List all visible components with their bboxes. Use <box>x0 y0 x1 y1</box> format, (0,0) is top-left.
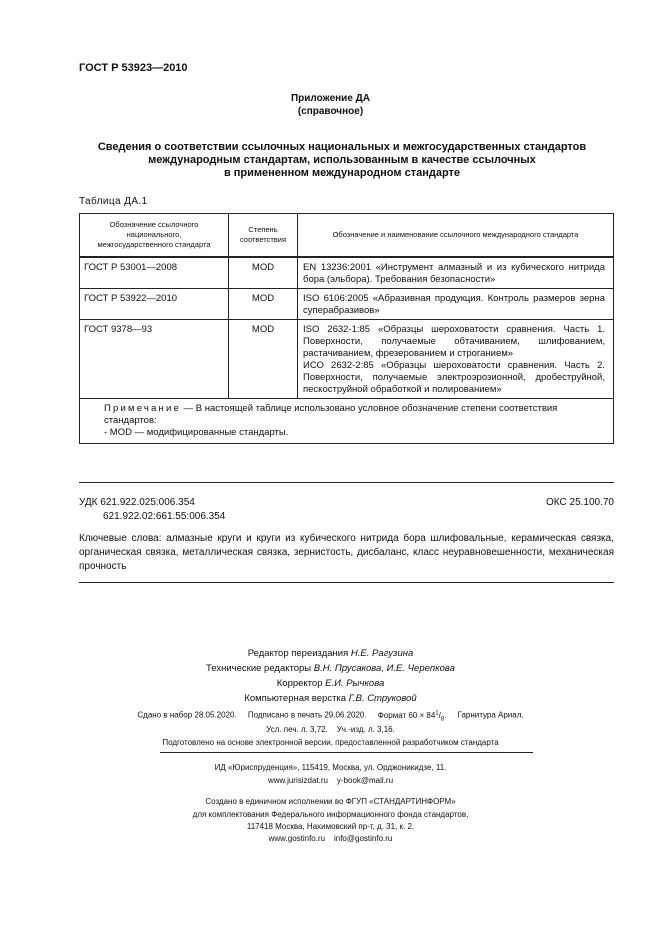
producer-line-3: 117418 Москва, Нахимовский пр-т, д. 31, к. 2. <box>246 822 415 831</box>
publisher-line-1: ИД «Юриспруденция», 115419, Москва, ул. Орджоникидзе, 11. <box>214 763 447 772</box>
standards-correspondence-table <box>79 213 614 444</box>
credit-role: Редактор переиздания <box>247 648 349 659</box>
cell-international-name: EN 13236:2001 «Инструмент алмазный и из кубического нитрида бора (эльбора). Требования безопасности» <box>298 257 614 289</box>
section-divider <box>79 582 614 583</box>
annex-main-title <box>85 141 599 180</box>
table-note-row <box>80 399 614 444</box>
main-title-line-1: Сведения о соответствии ссылочных национальных и межгосударственных стандартов <box>97 141 587 153</box>
annex-title: Приложение ДА <box>290 93 371 104</box>
cell-international-name: ISO 6106:2005 «Абразивная продукция. Контроль размеров зерна суперабразивов» <box>298 289 614 320</box>
header-international-standard: Обозначение и наименование ссылочного международного стандарта <box>298 214 614 258</box>
producer-line-1: Создано в единичном исполнении во ФГУП «СТАНДАРТИНФОРМ» <box>205 797 456 806</box>
credit-role: Компьютерная верстка <box>244 693 347 704</box>
note-text: — В настоящей таблице использовано условное обозначение степени соответствия стандартов: <box>104 403 558 426</box>
credit-editor <box>0 648 661 659</box>
udk-code-2: 621.922.02:661.55:006.354 <box>103 511 226 522</box>
credit-layout <box>0 693 661 704</box>
credit-role: Технические редакторы <box>206 663 312 674</box>
credit-corrector <box>0 678 661 689</box>
section-divider <box>160 752 533 753</box>
cell-degree: MOD <box>229 320 298 399</box>
main-title-line-3: в примененном международном стандарте <box>223 167 461 179</box>
table-row <box>80 320 614 399</box>
credit-name: Н.Е. Рагузина <box>350 648 414 659</box>
cell-degree: MOD <box>229 257 298 289</box>
table-header-row <box>80 214 614 258</box>
international-name-part-2: ИСО 2632-2:85 «Образцы шероховатости сравнения. Часть 2. Поверхности, получаемые электроэрозионной, дробеструйной, пескоструйной обработкой и полированием» <box>303 360 605 395</box>
oks-code: ОКС 25.100.70 <box>546 497 614 508</box>
table-label: Таблица ДА.1 <box>79 196 148 207</box>
section-divider <box>79 482 614 483</box>
cell-degree: MOD <box>229 289 298 320</box>
print-sent-date: Сдано в набор 28.05.2020. <box>137 710 237 720</box>
annex-heading <box>0 92 661 118</box>
keywords: Ключевые слова: алмазные круги и круги из кубического нитрида бора шлифовальные, керамическая связка, органическая связка, металлическая связка, зернистость, дисбаланс, класс неуравновешенности, механическая прочность <box>79 533 614 572</box>
table-row <box>80 289 614 320</box>
cell-national-code: ГОСТ Р 53922—2010 <box>80 289 229 320</box>
table-note <box>80 399 614 444</box>
annex-subtitle: (справочное) <box>297 106 364 117</box>
cell-national-code: ГОСТ 9378—93 <box>80 320 229 399</box>
print-info-line-1 <box>0 710 661 722</box>
print-info-line-2: Усл. печ. л. 3,72. Уч.-изд. л. 3,16. <box>266 725 395 734</box>
print-font: Гарнитура Ариал. <box>457 710 524 720</box>
main-title-line-2: международным стандартам, использованным в качестве ссылочных <box>148 154 536 166</box>
international-name-part-1: ISO 2632-1:85 «Образцы шероховатости сравнения. Часть 1. Поверхности, получаемые обтачиванием, шлифованием, растачиванием, фрезерованием и строганием» <box>303 324 605 359</box>
header-degree: Степень соответствия <box>229 214 298 258</box>
header-national-standard: Обозначение ссылочного национального, межгосударственного стандарта <box>80 214 229 258</box>
producer-line-2: для комплектования Федерального информационного фонда стандартов, <box>192 810 469 819</box>
document-code: ГОСТ Р 53923—2010 <box>79 62 188 74</box>
credit-name: В.Н. Прусакова, И.Е. Черепкова <box>313 663 455 674</box>
cell-national-code: ГОСТ Р 53001—2008 <box>80 257 229 289</box>
print-signed-date: Подписано в печать 29.06.2020. <box>247 710 367 720</box>
note-item: - MOD — модифицированные стандарты. <box>104 427 289 438</box>
credit-name: Г.В. Струковой <box>348 693 417 704</box>
table-row <box>80 257 614 289</box>
cell-international-name <box>298 320 614 399</box>
publisher-line-2: www.jurisizdat.ru y-book@mail.ru <box>267 776 394 785</box>
credit-name: Е.И. Рычкова <box>325 678 385 689</box>
note-label: Примечание <box>104 403 181 414</box>
udk-code-1: УДК 621.922.025:006.354 <box>79 497 195 508</box>
prepared-note: Подготовлено на основе электронной версии, предоставленной разработчиком стандарта <box>162 738 499 747</box>
credit-tech-editors <box>0 663 661 674</box>
print-format: Формат $60 \times 84^1/_8$. <box>377 710 447 723</box>
credit-role: Корректор <box>276 678 323 689</box>
producer-line-4: www.gostinfo.ru info@gostinfo.ru <box>268 834 393 843</box>
